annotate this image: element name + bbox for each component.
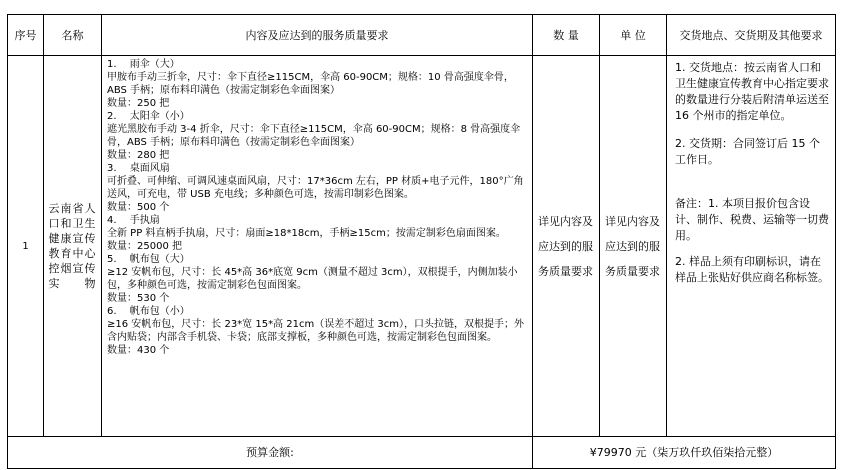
list-item [107,110,529,162]
list-item [107,162,529,214]
item-heading: 2. 太阳伞（小） [107,111,190,122]
header-no: 序号 [8,15,44,56]
item-heading: 1. 雨伞（大） [107,59,180,70]
list-item [107,214,529,253]
item-quantity: 数量：430 个 [107,345,170,356]
item-quantity: 数量：25000 把 [107,241,182,252]
terms-note-1: 备注：1. 本项目报价包含设计、制作、税费、运输等一切费用。 [675,197,829,242]
row-name-cell [44,56,102,437]
item-description: ≥12 安帆布包，尺寸：长 45*高 36*底宽 9cm（测量不超过 3cm），双根提手，内侧加装小包，多种颜色可选，按需定制彩色包面图案。 [107,267,518,291]
header-terms: 交货地点、交货期及其他要求 [667,15,836,56]
item-heading: 5. 帆布包（大） [107,254,190,265]
item-heading: 6. 帆布包（小） [107,306,190,317]
list-item [107,305,529,357]
item-quantity: 数量：530 个 [107,293,170,304]
row-unit: 详见内容及应达到的服务质量要求 [600,56,667,437]
item-heading: 3. 桌面风扇 [107,163,170,174]
item-heading: 4. 手执扇 [107,215,160,226]
item-quantity: 数量：500 个 [107,202,170,213]
row-qty: 详见内容及应达到的服务质量要求 [533,56,600,437]
list-item [107,253,529,305]
header-unit: 单 位 [600,15,667,56]
row-no: 1 [8,56,44,437]
row-terms [667,56,836,437]
budget-row [8,437,836,469]
budget-value: ¥79970 元（柒万玖仟玖佰柒拾元整） [533,437,836,469]
item-description: 全新 PP 料直柄手执扇，尺寸：扇面≥18*18cm，手柄≥15cm；按需定制彩色扇面图案。 [107,228,506,239]
header-qty: 数 量 [533,15,600,56]
terms-delivery-place: 1. 交货地点：按云南省人口和卫生健康宣传教育中心指定要求的数量进行分装后附清单运送至 16 个州市的指定单位。 [675,61,829,122]
item-description: ≥16 安帆布包，尺寸：长 23*宽 15*高 21cm（误差不超过 3cm），口头拉链，双根提手；外含内贴袋；内部含手机袋、卡袋；底部支撑板，多种颜色可选，按需定制彩色包面图案。 [107,319,525,343]
header-content: 内容及应达到的服务质量要求 [102,15,533,56]
list-item [107,58,529,110]
procurement-table [7,14,836,469]
budget-label: 预算金额: [8,437,533,469]
terms-delivery-time: 2. 交货期：合同签订后 15 个工作日。 [675,137,820,166]
header-row [8,15,836,56]
item-quantity: 数量：280 把 [107,150,170,161]
table-row [8,56,836,437]
row-content [102,56,533,437]
item-description: 可折叠、可伸缩、可调风速桌面风扇，尺寸：17*36cm 左右，PP 材质+电子元件，180°广角送风，可充电，带 USB 充电线；多种颜色可选，按需印制彩色图案。 [107,176,524,200]
header-name: 名称 [44,15,102,56]
row-name: 云南省人口和卫生健康宣传教育中心控烟宣传实物 [48,202,97,290]
item-description: 甲胺布手动三折伞，尺寸：伞下直径≥115CM，伞高 60-90CM；规格：10 骨高强度伞骨，ABS 手柄；原布料印满色（按需定制彩色伞面图案） [107,72,514,96]
item-description: 遮光黑胶布手动 3-4 折伞，尺寸：伞下直径≥115CM，伞高 60-90CM；规格：8 骨高强度伞骨，ABS 手柄；原布料印满色（按需定制彩色伞面图案） [107,124,521,148]
item-quantity: 数量：250 把 [107,98,170,109]
terms-note-2: 2. 样品上须有印刷标识，请在样品上张贴好供应商名称标签。 [675,255,829,284]
